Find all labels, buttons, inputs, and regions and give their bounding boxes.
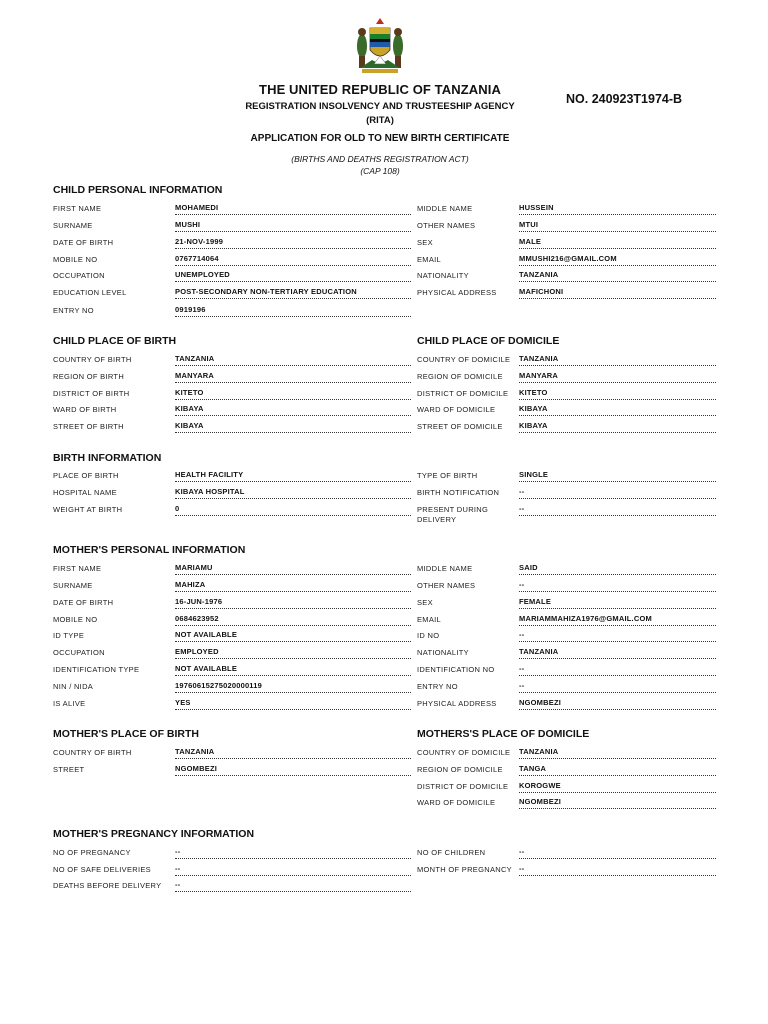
- field-label: OCCUPATION: [53, 271, 105, 280]
- field-label: PLACE OF BIRTH: [53, 471, 119, 480]
- field-label: MOBILE NO: [53, 255, 98, 264]
- field-value: --: [175, 864, 411, 876]
- field-value: --: [175, 847, 411, 859]
- section-title-mother-place-birth: MOTHER'S PLACE OF BIRTH: [53, 728, 199, 740]
- field-value: YES: [175, 698, 411, 710]
- field-value: KIBAYA: [519, 421, 716, 433]
- field-label-continued: DELIVERY: [417, 515, 457, 524]
- field-label: ID NO: [417, 631, 440, 640]
- field-label: EMAIL: [417, 255, 442, 264]
- field-value: MOHAMEDI: [175, 203, 411, 215]
- field-label: BIRTH NOTIFICATION: [417, 488, 500, 497]
- field-label: DATE OF BIRTH: [53, 238, 114, 247]
- field-label: NATIONALITY: [417, 648, 469, 657]
- field-value: MANYARA: [175, 371, 411, 383]
- field-label: DISTRICT OF DOMICILE: [417, 782, 509, 791]
- field-value: NOT AVAILABLE: [175, 664, 411, 676]
- field-label: PRESENT DURING: [417, 505, 489, 514]
- field-label: REGION OF DOMICILE: [417, 372, 503, 381]
- field-value: 0767714064: [175, 254, 411, 266]
- field-label: FIRST NAME: [53, 564, 102, 573]
- field-value: --: [519, 580, 716, 592]
- field-value: TANZANIA: [519, 354, 716, 366]
- field-value: 19760615275020000119: [175, 681, 411, 693]
- field-value: TANZANIA: [519, 270, 716, 282]
- field-label: STREET OF DOMICILE: [417, 422, 503, 431]
- field-label: IDENTIFICATION NO: [417, 665, 495, 674]
- field-label: SURNAME: [53, 221, 93, 230]
- field-label: DATE OF BIRTH: [53, 598, 114, 607]
- field-label: EMAIL: [417, 615, 442, 624]
- field-value: 0: [175, 504, 411, 516]
- cap-reference: (CAP 108): [360, 166, 400, 176]
- field-label: PHYSICAL ADDRESS: [417, 699, 497, 708]
- field-label: OCCUPATION: [53, 648, 105, 657]
- field-value: POST-SECONDARY NON-TERTIARY EDUCATION: [175, 287, 411, 299]
- field-label: NO OF SAFE DELIVERIES: [53, 865, 151, 874]
- field-value: SAID: [519, 563, 716, 575]
- field-label: WARD OF BIRTH: [53, 405, 117, 414]
- field-value: MAFICHONI: [519, 287, 716, 299]
- field-label: SEX: [417, 238, 433, 247]
- field-value: TANZANIA: [175, 747, 411, 759]
- field-value: FEMALE: [519, 597, 716, 609]
- coat-of-arms-icon: [352, 18, 408, 76]
- field-label: NO OF CHILDREN: [417, 848, 486, 857]
- field-label: WEIGHT AT BIRTH: [53, 505, 123, 514]
- section-title-mother-personal: MOTHER'S PERSONAL INFORMATION: [53, 544, 246, 556]
- agency-name: REGISTRATION INSOLVENCY AND TRUSTEESHIP AGENCY: [245, 101, 515, 112]
- field-value: KIBAYA: [175, 404, 411, 416]
- field-value: KIBAYA HOSPITAL: [175, 487, 411, 499]
- field-label: NIN / NIDA: [53, 682, 94, 691]
- field-label: MONTH OF PREGNANCY: [417, 865, 512, 874]
- field-label: MOBILE NO: [53, 615, 98, 624]
- field-value: NGOMBEZI: [519, 797, 716, 809]
- field-label: SURNAME: [53, 581, 93, 590]
- field-label: WARD OF DOMICILE: [417, 405, 496, 414]
- act-reference: (BIRTHS AND DEATHS REGISTRATION ACT): [291, 154, 469, 164]
- field-label: REGION OF BIRTH: [53, 372, 125, 381]
- field-value: MARIAMMAHIZA1976@GMAIL.COM: [519, 614, 716, 626]
- field-value: --: [519, 864, 716, 876]
- field-value: MMUSHI216@GMAIL.COM: [519, 254, 716, 266]
- field-value: MARIAMU: [175, 563, 411, 575]
- field-value: TANZANIA: [519, 747, 716, 759]
- section-title-child-place-birth: CHILD PLACE OF BIRTH: [53, 335, 177, 347]
- field-value: EMPLOYED: [175, 647, 411, 659]
- section-title-mother-place-domicile: MOTHERS'S PLACE OF DOMICILE: [417, 728, 590, 740]
- field-value: --: [519, 681, 716, 693]
- field-value: --: [519, 504, 716, 516]
- field-value: HEALTH FACILITY: [175, 470, 411, 482]
- section-title-birth-info: BIRTH INFORMATION: [53, 452, 162, 464]
- field-value: --: [519, 847, 716, 859]
- field-label: IS ALIVE: [53, 699, 86, 708]
- field-label: COUNTRY OF BIRTH: [53, 355, 132, 364]
- field-label: COUNTRY OF BIRTH: [53, 748, 132, 757]
- field-value: KOROGWE: [519, 781, 716, 793]
- field-label: STREET: [53, 765, 85, 774]
- field-label: SEX: [417, 598, 433, 607]
- field-label: DEATHS BEFORE DELIVERY: [53, 881, 162, 890]
- field-label: COUNTRY OF DOMICILE: [417, 748, 511, 757]
- field-label: NATIONALITY: [417, 271, 469, 280]
- field-label: COUNTRY OF DOMICILE: [417, 355, 511, 364]
- field-value: KITETO: [519, 388, 716, 400]
- field-value: TANZANIA: [519, 647, 716, 659]
- field-label: STREET OF BIRTH: [53, 422, 124, 431]
- field-label: NO OF PREGNANCY: [53, 848, 131, 857]
- field-label: ENTRY NO: [53, 306, 94, 315]
- field-label: TYPE OF BIRTH: [417, 471, 478, 480]
- section-title-child-place-domicile: CHILD PLACE OF DOMICILE: [417, 335, 560, 347]
- field-value: KITETO: [175, 388, 411, 400]
- field-value: KIBAYA: [175, 421, 411, 433]
- field-value: UNEMPLOYED: [175, 270, 411, 282]
- field-label: ENTRY NO: [417, 682, 458, 691]
- section-title-mother-pregnancy: MOTHER'S PREGNANCY INFORMATION: [53, 828, 255, 840]
- field-value: NOT AVAILABLE: [175, 630, 411, 642]
- field-value: 0919196: [175, 305, 411, 317]
- field-value: 21-NOV-1999: [175, 237, 411, 249]
- field-label: REGION OF DOMICILE: [417, 765, 503, 774]
- field-value: NGOMBEZI: [519, 698, 716, 710]
- field-value: MANYARA: [519, 371, 716, 383]
- certificate-number: NO. 240923T1974-B: [566, 92, 683, 106]
- field-value: 0684623952: [175, 614, 411, 626]
- field-label: IDENTIFICATION TYPE: [53, 665, 140, 674]
- field-value: TANGA: [519, 764, 716, 776]
- field-label: MIDDLE NAME: [417, 564, 473, 573]
- agency-abbreviation: (RITA): [366, 115, 394, 126]
- field-value: KIBAYA: [519, 404, 716, 416]
- field-label: PHYSICAL ADDRESS: [417, 288, 497, 297]
- field-label: DISTRICT OF BIRTH: [53, 389, 130, 398]
- field-label: MIDDLE NAME: [417, 204, 473, 213]
- field-label: FIRST NAME: [53, 204, 102, 213]
- field-label: EDUCATION LEVEL: [53, 288, 127, 297]
- field-label: OTHER NAMES: [417, 221, 476, 230]
- field-label: ID TYPE: [53, 631, 85, 640]
- field-value: --: [519, 630, 716, 642]
- field-label: HOSPITAL NAME: [53, 488, 117, 497]
- document-title: THE UNITED REPUBLIC OF TANZANIA: [259, 82, 501, 97]
- field-label: DISTRICT OF DOMICILE: [417, 389, 509, 398]
- application-title: APPLICATION FOR OLD TO NEW BIRTH CERTIFICATE: [250, 133, 510, 144]
- field-label: WARD OF DOMICILE: [417, 798, 496, 807]
- field-value: HUSSEIN: [519, 203, 716, 215]
- field-value: NGOMBEZI: [175, 764, 411, 776]
- field-value: SINGLE: [519, 470, 716, 482]
- field-value: --: [519, 487, 716, 499]
- field-value: MUSHI: [175, 220, 411, 232]
- field-value: --: [175, 880, 411, 892]
- field-value: --: [519, 664, 716, 676]
- section-title-child-personal: CHILD PERSONAL INFORMATION: [53, 184, 223, 196]
- field-value: MTUI: [519, 220, 716, 232]
- field-value: MAHIZA: [175, 580, 411, 592]
- field-label: OTHER NAMES: [417, 581, 476, 590]
- field-value: MALE: [519, 237, 716, 249]
- field-value: TANZANIA: [175, 354, 411, 366]
- field-value: 16-JUN-1976: [175, 597, 411, 609]
